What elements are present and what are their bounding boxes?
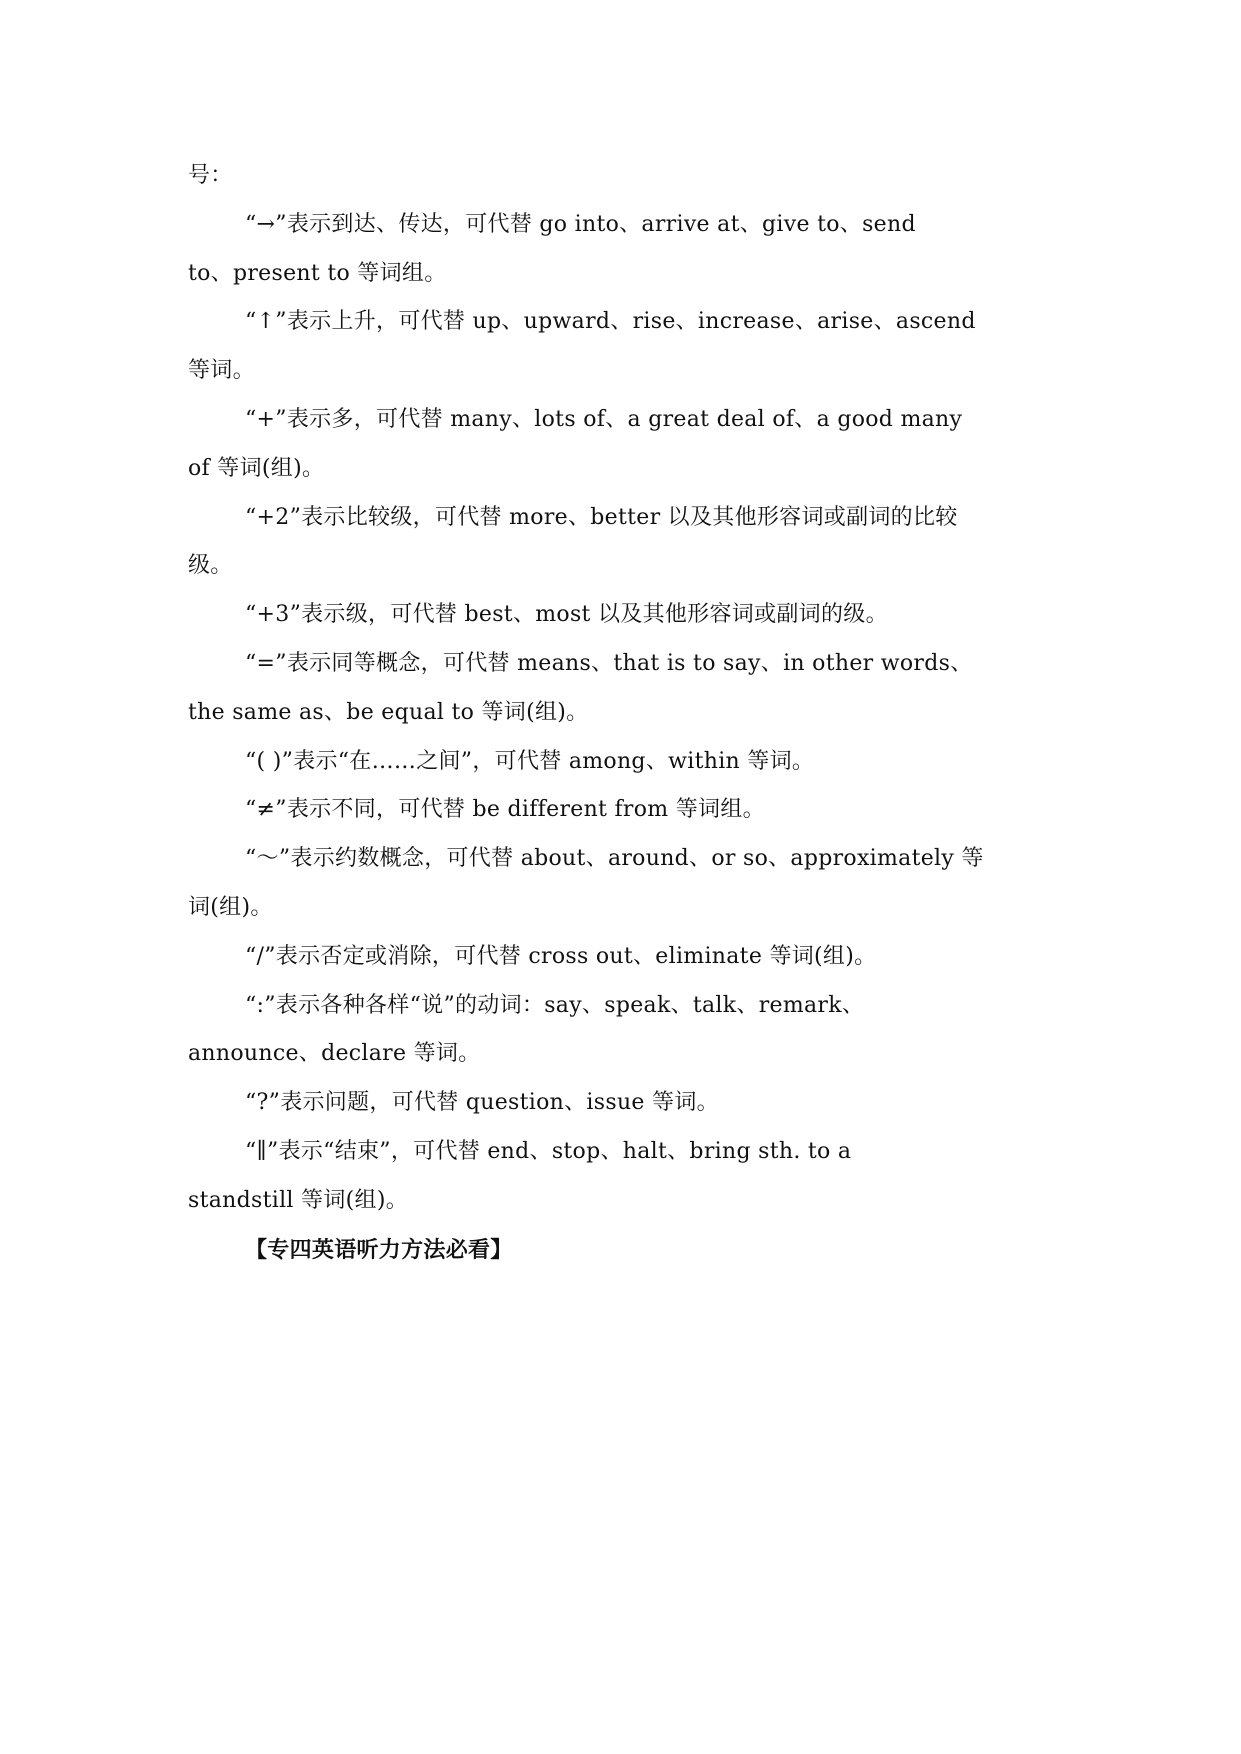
text-line: “≠”表示不同，可代替 be different from 等词组。 (245, 797, 765, 823)
text-line: “∥”表示“结束”，可代替 end、stop、halt、bring sth. to a (245, 1138, 852, 1164)
text-line: “=”表示同等概念，可代替 means、that is to say、in other words、 (245, 650, 973, 676)
text-line: “～”表示约数概念，可代替 about、around、or so、approximately 等 (245, 846, 984, 872)
text-line: “+3”表示级，可代替 best、most 以及其他形容词或副词的级。 (245, 602, 888, 628)
text-line: “?”表示问题，可代替 question、issue 等词。 (245, 1090, 719, 1116)
text-line: “+”表示多，可代替 many、lots of、a great deal of、a good many (245, 406, 963, 432)
text-line: 级。 (188, 553, 233, 579)
document-body (188, 152, 1044, 1274)
text-line: “/”表示否定或消除，可代替 cross out、eliminate 等词(组)。 (245, 943, 877, 969)
text-line: 等词。 (188, 358, 255, 384)
text-line: “:”表示各种各样“说”的动词：say、speak、talk、remark、 (245, 992, 865, 1018)
text-line: 词(组)。 (188, 894, 273, 920)
section-heading: 【专四英语听力方法必看】 (245, 1236, 513, 1263)
text-line: to、present to 等词组。 (188, 260, 447, 286)
text-line: 号： (188, 163, 233, 188)
text-line: “↑”表示上升，可代替 up、upward、rise、increase、arise、ascend (245, 309, 976, 335)
text-line: of 等词(组)。 (188, 455, 325, 481)
text-line: “→”表示到达、传达，可代替 go into、arrive at、give to、send (245, 211, 916, 237)
text-line: standstill 等词(组)。 (188, 1187, 408, 1213)
text-line: “+2”表示比较级，可代替 more、better 以及其他形容词或副词的比较 (245, 504, 958, 530)
text-line: the same as、be equal to 等词(组)。 (188, 699, 589, 725)
text-line: announce、declare 等词。 (188, 1041, 481, 1067)
text-line: “( )”表示“在……之间”，可代替 among、within 等词。 (245, 748, 815, 774)
